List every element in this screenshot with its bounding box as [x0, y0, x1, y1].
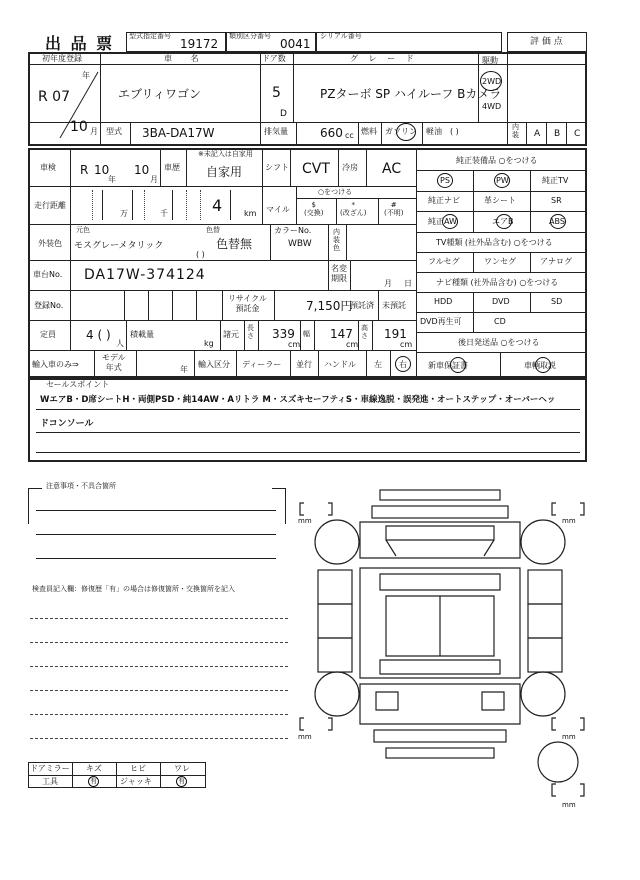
- first-reg-era: R 07: [38, 89, 70, 105]
- interior-c: C: [574, 129, 581, 139]
- interior-a: A: [534, 129, 541, 139]
- width-cm: cm: [346, 340, 359, 349]
- mile-label: マイル: [266, 205, 290, 214]
- equip-airbag: エアB: [492, 217, 514, 226]
- tbl-tools-circle: [88, 776, 99, 787]
- doors-suffix: D: [280, 109, 287, 119]
- name-change-label: 名変 期限: [331, 264, 347, 283]
- class-label: 類別区分番号: [229, 32, 271, 40]
- repaint-label: 色替: [206, 226, 220, 234]
- inspection-month-unit: 月: [150, 175, 158, 184]
- handle-right-circle: [395, 356, 411, 372]
- equip-aw: 純正AW: [428, 217, 457, 226]
- later-warranty: 新車保証書: [428, 361, 468, 370]
- drive-label: 駆動: [482, 56, 498, 65]
- recycle-label: リサイクル 預託金: [228, 294, 267, 313]
- model-label: 型式: [106, 127, 122, 136]
- handle-left: 左: [374, 360, 382, 369]
- ac-value: AC: [382, 161, 402, 177]
- doors-label: ドア数: [262, 54, 286, 63]
- width-label: 幅: [303, 330, 310, 338]
- height-cm: cm: [400, 340, 413, 349]
- equip-pw-circle: [494, 173, 510, 188]
- tv-analog: アナログ: [540, 257, 572, 266]
- recycle-value: 7,150円: [306, 299, 353, 313]
- tbl-h-break: ワレ: [174, 764, 190, 773]
- grade-value: PZターボ SP ハイルーフ Bカメラ: [320, 87, 502, 101]
- car-damage-diagram: [290, 478, 590, 808]
- exterior-label: 外装色: [38, 239, 62, 248]
- tbl-h-crack: ヒビ: [130, 764, 146, 773]
- color-no-label: カラーNo.: [274, 226, 312, 235]
- dealer-option: ディーラー: [242, 360, 282, 369]
- notes-title: 注意事項・不具合箇所: [46, 482, 116, 490]
- interior-color-label: 内 装 色: [333, 228, 340, 253]
- first-reg-month-unit: 月: [90, 127, 98, 136]
- fuel-label: 燃料: [361, 127, 377, 136]
- eval-label: 評 価 点: [530, 37, 563, 47]
- capacity-unit: 人: [116, 339, 124, 348]
- later-manual: 車輌取説: [524, 361, 556, 370]
- notes-bracket-right: [272, 488, 286, 524]
- height-label: 高さ: [361, 324, 368, 340]
- displacement-value: 660: [320, 126, 343, 140]
- equip-abs-circle: [550, 214, 566, 229]
- mileage-label: 走行距離: [34, 201, 66, 210]
- dvd-cd: CD: [494, 317, 506, 326]
- fuel-paren: ( ): [450, 127, 459, 136]
- mileage-man-unit: 万: [120, 209, 128, 218]
- tire-spare-mm: mm: [562, 801, 576, 809]
- class-value: 0041: [280, 37, 311, 51]
- equip-leather: 革シート: [484, 196, 516, 205]
- equip-sr: SR: [551, 196, 562, 205]
- mileage-km-unit: km: [244, 209, 257, 218]
- inspection-year-unit: 年: [108, 175, 116, 184]
- shift-label: シフト: [265, 163, 289, 172]
- color-no: WBW: [288, 239, 312, 249]
- tire-rr-mm: mm: [562, 733, 576, 741]
- handle-label: ハンドル: [324, 360, 356, 369]
- form-title: 出 品 票: [45, 34, 115, 53]
- sales-line2: ドコンソール: [40, 419, 94, 429]
- interior-label: 内装: [512, 123, 519, 139]
- load-unit: kg: [204, 339, 214, 348]
- model-year-label: モデル 年式: [102, 353, 126, 372]
- tv-one: ワンセグ: [484, 257, 516, 266]
- inspector-label: 検査員記入欄：修復歴「有」の場合は修復箇所・交換箇所を記入: [32, 585, 235, 593]
- navi-title: ナビ種類 (社外品含む) ○をつける: [436, 278, 559, 287]
- first-reg-year-unit: 年: [82, 71, 90, 80]
- usage-value: 自家用: [206, 165, 243, 179]
- capacity-label: 定員: [40, 330, 56, 339]
- exchange-label: $ (交換): [304, 201, 324, 218]
- tbl-tools-value: 有: [90, 777, 97, 785]
- sales-point-box: [28, 378, 587, 462]
- length-cm: cm: [288, 340, 301, 349]
- usage-label: 車歴: [164, 163, 180, 172]
- tbl-jack-value: 有: [178, 777, 185, 785]
- chassis-label: 車台No.: [33, 270, 63, 279]
- recycle-done: 預託済: [350, 301, 374, 310]
- import-type-label: 輸入区分: [198, 360, 230, 369]
- notes-bracket-left: [28, 488, 42, 524]
- tire-fl-mm: mm: [298, 517, 312, 525]
- car-name: エブリィワゴン: [118, 87, 202, 101]
- equip-ps-circle: [437, 173, 453, 188]
- tv-title: TV種類 (社外品含む) ○をつける: [436, 238, 553, 247]
- fuel-oil: 軽油: [426, 127, 442, 136]
- repaint-value: 色替無: [216, 237, 253, 251]
- repaint-paren: ( ): [196, 250, 205, 259]
- sales-line1: WエアB・D席シートH・両側PSD・純14AW・Aリトラ M・スズキセーフティS・車線逸脱・誤発進・オートステップ・オーバーヘッ: [40, 395, 556, 405]
- navi-dvd: DVD: [492, 297, 510, 306]
- inspection-era: R: [80, 163, 89, 177]
- parallel-option: 並行: [296, 360, 312, 369]
- doors-value: 5: [272, 85, 281, 101]
- type-cert-label: 型式指定番号: [129, 32, 171, 40]
- displacement-unit: cc: [345, 131, 354, 140]
- grade-label: グ レ ー ド: [350, 54, 418, 63]
- name-change-month: 月: [384, 279, 392, 288]
- car-name-label: 車 名: [164, 54, 207, 63]
- reg-no-label: 登録No.: [34, 301, 64, 310]
- first-reg-month: 10: [70, 119, 88, 135]
- unknown-label: # (不明): [384, 201, 404, 218]
- inspection-label: 車検: [40, 163, 56, 172]
- tire-fr-mm: mm: [562, 517, 576, 525]
- mileage-sen-unit: 千: [160, 209, 168, 218]
- width-value: 147: [330, 327, 353, 341]
- later-warranty-circle: [450, 357, 466, 373]
- usage-note: ※未記入は自家用: [198, 150, 253, 158]
- tamper-label: * (改ざん): [340, 201, 367, 218]
- drive-4wd: 4WD: [482, 102, 502, 111]
- dvd-label: DVD再生可: [420, 317, 462, 326]
- tbl-h-scratch: キズ: [86, 764, 102, 773]
- equip-airbag-circle: [496, 214, 512, 229]
- navi-hdd: HDD: [434, 297, 453, 306]
- orig-color: モスグレーメタリック: [74, 241, 164, 251]
- chassis-value: DA17W-374124: [84, 267, 206, 283]
- equip-ps: PS: [440, 176, 450, 185]
- inspection-year: 10: [94, 163, 110, 177]
- handle-right: 右: [399, 360, 407, 369]
- interior-b: B: [554, 129, 561, 139]
- fuel-gas: ガソリン: [385, 127, 417, 136]
- shift-value: CVT: [302, 161, 330, 177]
- equip-pw: PW: [496, 176, 509, 185]
- later-title: 後日発送品 ○をつける: [458, 338, 540, 347]
- drive-2wd-circle: [480, 71, 502, 91]
- orig-color-label: 元色: [76, 226, 90, 234]
- type-cert-value: 19172: [180, 37, 219, 51]
- recycle-not: 未預託: [382, 301, 406, 310]
- equip-tv: 純正TV: [542, 176, 569, 185]
- ac-label: 冷房: [342, 163, 358, 172]
- first-reg-label: 初年度登録: [42, 54, 82, 63]
- inspection-month: 10: [134, 163, 150, 177]
- tv-full: フルセグ: [428, 257, 460, 266]
- height-value: 191: [384, 327, 407, 341]
- tire-rl-mm: mm: [298, 733, 312, 741]
- equipment-title: 純正装備品 ○をつける: [456, 156, 538, 165]
- drive-2wd: 2WD: [482, 77, 502, 86]
- capacity-value: 4 ( ): [86, 328, 111, 342]
- model-value: 3BA-DA17W: [142, 126, 215, 140]
- import-label: 輸入車のみ⇒: [32, 360, 79, 369]
- mileage-digit: 4: [212, 196, 223, 215]
- length-value: 339: [272, 327, 295, 341]
- tbl-jack-circle: [176, 776, 187, 787]
- name-change-day: 日: [404, 279, 412, 288]
- equip-aw-circle: [442, 214, 458, 229]
- later-manual-circle: [535, 357, 551, 373]
- circle-note: ○をつける: [318, 188, 353, 196]
- equip-abs: ABS: [549, 217, 565, 226]
- serial-label: シリアル番号: [320, 32, 362, 40]
- fuel-gas-circle: [396, 123, 416, 141]
- load-label: 積載量: [130, 330, 154, 339]
- displacement-label: 排気量: [264, 127, 288, 136]
- length-label: 長さ: [247, 324, 254, 340]
- tbl-h-mirror: ドアミラー: [30, 764, 70, 773]
- tbl-jack: ジャッキ: [120, 777, 152, 786]
- tbl-tools: 工具: [42, 777, 58, 786]
- equip-navi: 純正ナビ: [428, 196, 460, 205]
- model-year-unit: 年: [180, 365, 188, 374]
- sales-label: セールスポイント: [46, 380, 110, 389]
- dims-label: 諸元: [223, 330, 239, 339]
- navi-sd: SD: [551, 297, 563, 306]
